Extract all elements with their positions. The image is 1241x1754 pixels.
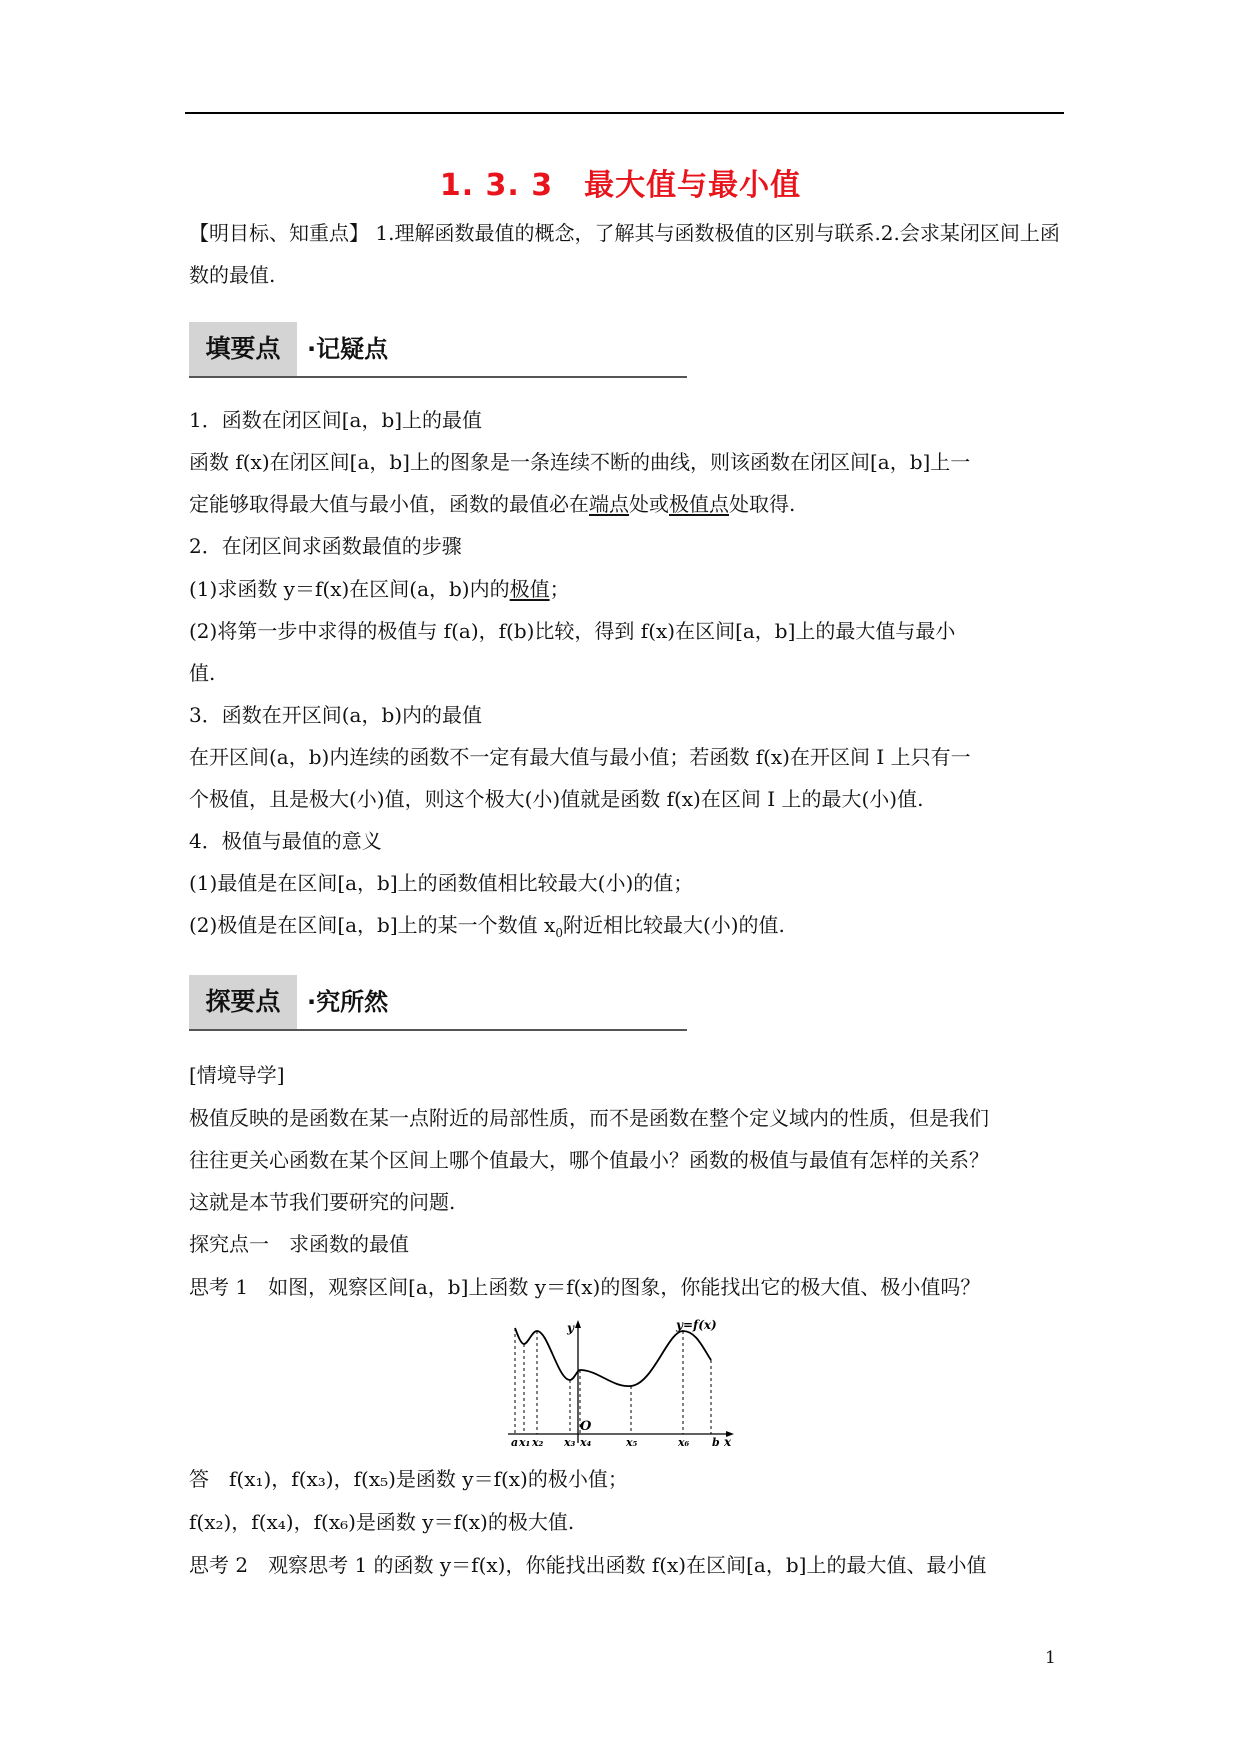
underlined-term: 极值 [509,577,550,601]
section-subtitle: ·究所然 [307,988,389,1016]
section-header-2 [189,975,687,1031]
origin-label: O [580,1419,592,1434]
heading-4: 4．极值与最值的意义 [189,829,382,853]
answer-line-2: f(x₂)，f(x₄)，f(x₆)是函数 y＝f(x)的极大值. [189,1510,575,1534]
answer-line-1 [189,1464,628,1494]
text-line: 函数 f(x)在闭区间[a，b]上的图象是一条连续不断的曲线，则该函数在闭区间[a，b]上一 [189,450,971,474]
heading-3: 3．函数在开区间(a，b)内的最值 [189,703,483,727]
tick-label-x3: x₃ [564,1436,576,1448]
x-axis-label: x [724,1435,732,1448]
text-span: 附近相比较最大(小)的值. [562,913,785,937]
text-span: (1)求函数 y＝f(x)在区间(a，b)内的 [189,577,510,601]
text-line [189,574,570,604]
function-curve [515,1328,711,1386]
objectives-text: 1.理解函数最值的概念，了解其与函数极值的区别与联系.2.会求某闭区间上函数的最值. [189,221,1060,287]
scene-label: [情境导学] [189,1063,285,1087]
text-line: 在开区间(a，b)内连续的函数不一定有最大值与最小值；若函数 f(x)在开区间 I 上只有一 [189,745,971,769]
heading-2: 2．在闭区间求函数最值的步骤 [189,534,462,558]
think-question: 思考 1 如图，观察区间[a，b]上函数 y＝f(x)的图象，你能找出它的极大值、极小值吗？ [189,1275,981,1299]
text-line [189,489,795,519]
function-graph [508,1318,738,1448]
dashed-guides [515,1328,711,1434]
text-span: ； [549,577,570,601]
subscript: 0 [555,926,563,940]
y-axis-arrow [575,1320,581,1328]
objectives [189,212,1064,296]
text-line: (2)将第一步中求得的极值与 f(a)，f(b)比较，得到 f(x)在区间[a，b]上的最大值与最小 [189,619,956,643]
tick-label-b: b [712,1436,720,1448]
section-badge: 填要点 [189,322,297,376]
text-line: 个极值，且是极大(小)值，则这个极大(小)值就是函数 f(x)在区间 I 上的最大(小)值. [189,787,924,811]
y-axis-label: y [567,1321,574,1335]
top-rule [185,112,1064,114]
section-subtitle: ·记疑点 [307,335,389,363]
text-span: 处取得. [729,492,796,516]
heading-1: 1．函数在闭区间[a，b]上的最值 [189,408,483,432]
page-number: 1 [1045,1648,1056,1668]
tick-label-x6: x₆ [678,1436,690,1448]
text-line: 这就是本节我们要研究的问题. [189,1190,456,1214]
tick-label-x1: x₁ [519,1436,531,1448]
text-span: f(x₁)，f(x₃)，f(x₅)是函数 y＝f(x)的极小值； [209,1467,628,1491]
text-line [189,910,785,948]
tick-label-x5: x₅ [626,1436,638,1448]
answer-label: 答 [189,1467,209,1491]
tick-label-x4: x₄ [580,1436,592,1448]
section-badge: 探要点 [189,975,297,1029]
text-line: (1)最值是在区间[a，b]上的函数值相比较最大(小)的值； [189,871,694,895]
page-title: 1. 3. 3 最大值与最小值 [439,168,802,203]
text-line: 极值反映的是函数在某一点附近的局部性质，而不是函数在整个定义域内的性质，但是我们 [189,1106,989,1130]
curve-label: y=f(x) [676,1318,717,1332]
objectives-label: 【明目标、知重点】 [189,221,369,245]
think-question: 思考 2 观察思考 1 的函数 y＝f(x)，你能找出函数 f(x)在区间[a，b]上的最大值、最小值 [189,1553,987,1577]
text-span: (2)极值是在区间[a，b]上的某一个数值 x [189,913,556,937]
tick-label-x2: x₂ [532,1436,544,1448]
text-line: 值. [189,661,216,685]
text-line: 往往更关心函数在某个区间上哪个值最大，哪个值最小？函数的极值与最值有怎样的关系？ [189,1148,989,1172]
underlined-term: 端点 [589,492,629,516]
text-span: 处或 [629,492,669,516]
text-span: 定能够取得最大值与最小值，函数的最值必在 [189,492,589,516]
explore-heading: 探究点一 求函数的最值 [189,1232,409,1256]
section-header-1 [189,322,687,378]
underlined-term: 极值点 [669,492,729,516]
tick-label-a: a [511,1436,519,1448]
